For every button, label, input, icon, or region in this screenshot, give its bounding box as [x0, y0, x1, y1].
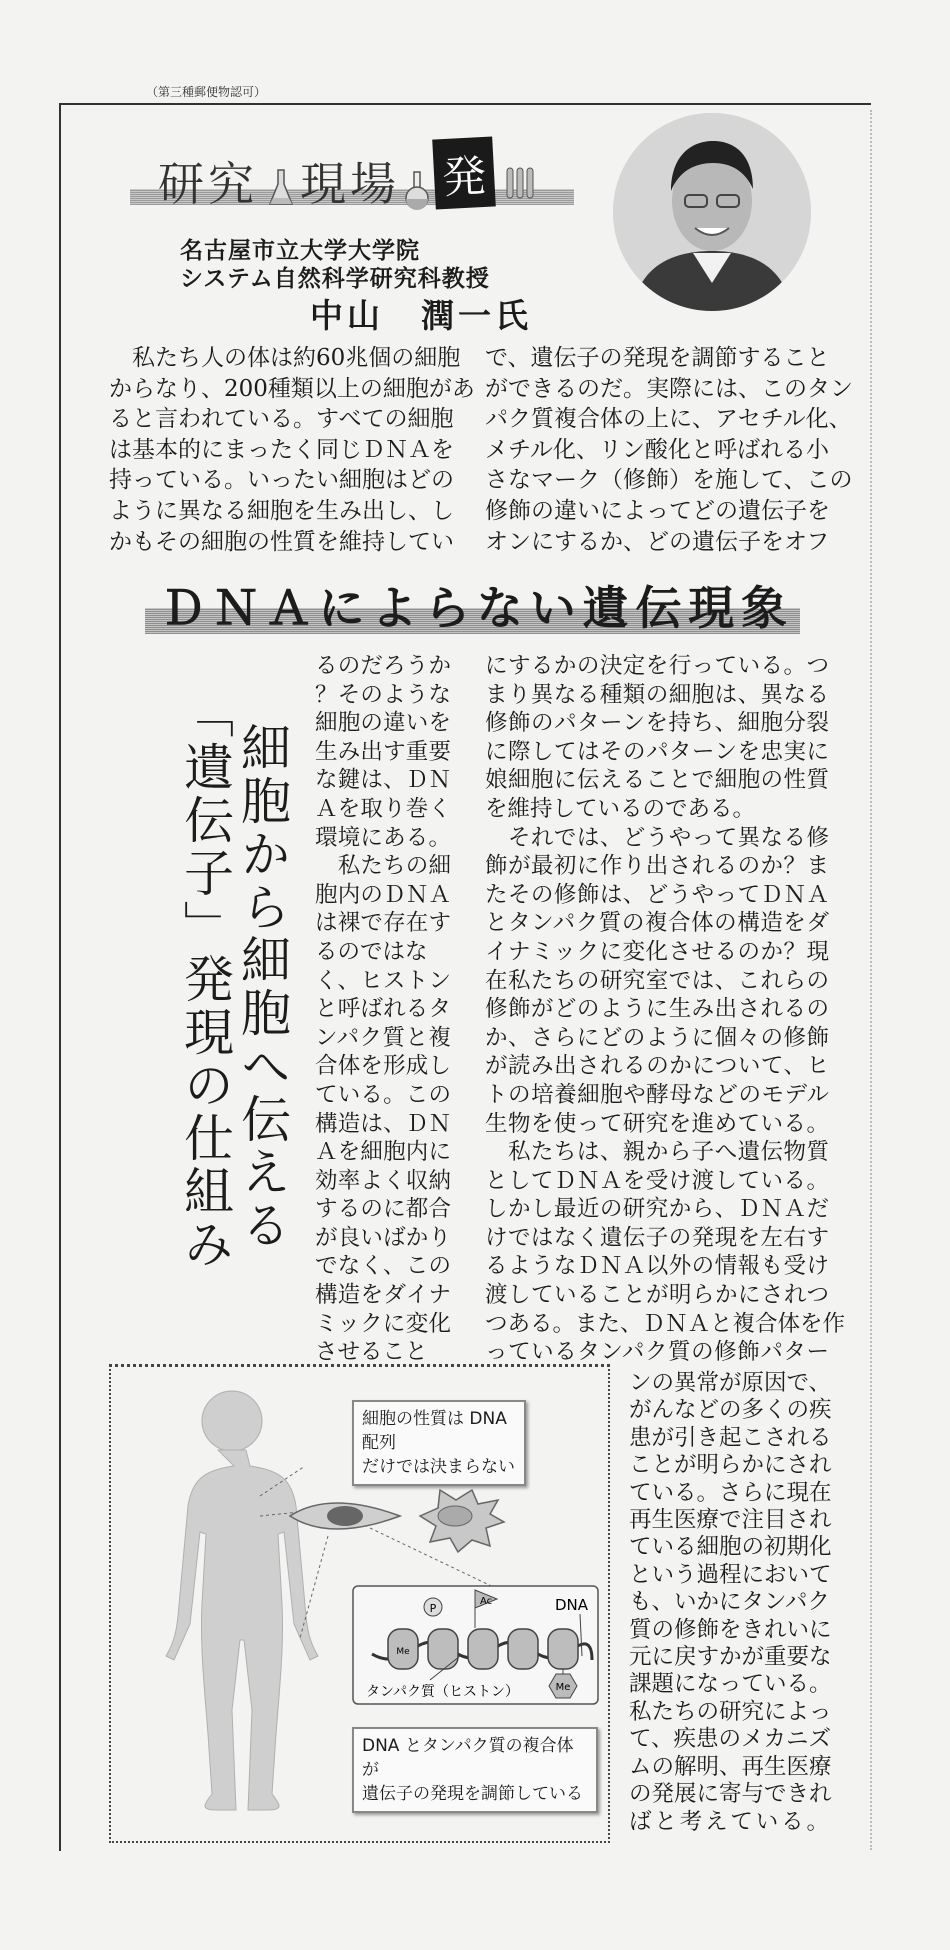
- text-line: が読み出されるのかについて、ヒ: [485, 1053, 829, 1080]
- text-line: は裸で存在す: [315, 910, 451, 937]
- title-research: 研究: [158, 157, 258, 211]
- text-line: つある。また、ＤＮＡと複合体を作: [485, 1310, 846, 1337]
- text-line: で、遺伝子の発現を調節すること: [485, 345, 830, 371]
- text-line: 環境にある。: [315, 824, 451, 851]
- text-line: がんなどの多くの疾: [629, 1397, 832, 1424]
- text-line: 修飾のパターンを持ち、細胞分裂: [485, 710, 829, 737]
- text-line: 再生医療で注目され: [629, 1507, 832, 1534]
- text-line: それでは、どうやって異なる修: [485, 824, 829, 851]
- text-line: たその修飾は、どうやってＤＮＡ: [485, 881, 829, 908]
- text-line: 渡していることが明らかにされつ: [485, 1282, 829, 1309]
- title-from-badge: 発: [432, 136, 496, 209]
- text-line: ている。さらに現在: [629, 1479, 832, 1506]
- right-edge: [870, 110, 872, 1850]
- text-line: けではなく遺伝子の発現を左右す: [485, 1224, 829, 1251]
- text-line: 合体を形成し: [315, 1053, 451, 1080]
- text-line: か、さらにどのように個々の修飾: [485, 1024, 829, 1051]
- text-line: 課題になっている。: [629, 1671, 832, 1698]
- text-line: く、ヒストン: [315, 967, 451, 994]
- text-line: メチル化、リン酸化と呼ばれる小: [485, 436, 829, 463]
- title-field: 現場: [300, 157, 400, 211]
- text-line: ができるのだ。実際には、このタン: [485, 375, 853, 402]
- text-line: ばと考えている。: [629, 1808, 829, 1835]
- text-line: ている。この: [315, 1081, 451, 1108]
- acetyl-label: Ac: [480, 1596, 493, 1607]
- text-line: ように異なる細胞を生み出し、し: [109, 497, 454, 524]
- text-line: 在私たちの研究室では、これらの: [485, 967, 829, 994]
- text-line: 質の修飾をきれいに: [629, 1616, 832, 1643]
- caption-top-line: 細胞の性質は DNA 配列: [362, 1409, 507, 1453]
- text-line: な鍵は、ＤＮ: [315, 767, 451, 794]
- text-line: からなり、200種類以上の細胞があ: [109, 375, 475, 402]
- text-line: ンパク質と複: [315, 1024, 451, 1051]
- text-line: Ａを取り巻く: [315, 795, 451, 822]
- text-line: 構造をダイナ: [315, 1282, 451, 1309]
- text-line: とタンパク質の複合体の構造をダ: [485, 910, 829, 937]
- methyl-label: Me: [555, 1682, 571, 1693]
- text-line: が良いばかり: [315, 1224, 451, 1251]
- text-line: 娘細胞に伝えることで細胞の性質: [485, 767, 829, 794]
- text-line: 細胞の違いを: [315, 710, 451, 737]
- cell-star: [420, 1490, 504, 1552]
- caption-top-line: だけでは決まらない: [362, 1457, 515, 1477]
- postal-permit-note: （第三種郵便物認可）: [146, 85, 267, 99]
- text-line: っているタンパク質の修飾パター: [485, 1339, 829, 1366]
- text-line: するのに都合: [315, 1196, 451, 1223]
- text-line: パク質複合体の上に、アセチル化、: [485, 406, 852, 433]
- text-line: に際してはそのパターンを忠実に: [485, 738, 829, 765]
- human-body-silhouette: [166, 1391, 318, 1810]
- text-line: を維持しているのである。: [485, 795, 756, 822]
- text-line: しかし最近の研究から、ＤＮＡだ: [485, 1196, 829, 1223]
- caption-top: [352, 1400, 526, 1486]
- text-line: ？そのような: [315, 681, 451, 708]
- text-line: は基本的にまったく同じＤＮＡを: [109, 436, 454, 463]
- author-name: 中山 潤一氏: [310, 296, 532, 335]
- round-flask-icon: [402, 170, 432, 210]
- flask-icon: [268, 168, 294, 208]
- text-line: としてＤＮＡを受け渡している。: [485, 1167, 829, 1194]
- cell-elongated: [290, 1503, 400, 1529]
- caption-bottom-line: 遺伝子の発現を調節している: [362, 1784, 583, 1804]
- author-affiliation-line2: システム自然科学研究科教授: [180, 266, 490, 292]
- text-line: さなマーク（修飾）を施して、この: [485, 467, 853, 494]
- text-line: 効率よく収納: [315, 1167, 451, 1194]
- body-wide-column: [485, 652, 846, 1367]
- text-line: の発展に寄与できれ: [629, 1781, 832, 1808]
- text-line: も、いかにタンパク: [629, 1589, 830, 1616]
- test-tubes-icon: [505, 166, 535, 200]
- text-line: イナミックに変化させるのか？現: [485, 938, 829, 965]
- text-line: 生物を使って研究を進めている。: [485, 1110, 829, 1137]
- intro-column-1: [109, 343, 475, 557]
- text-line: 患が引き起こされる: [629, 1424, 832, 1451]
- text-line: るのではな: [315, 938, 428, 965]
- author-affiliation-line1: 名古屋市立大学大学院: [180, 238, 420, 264]
- text-line: 私たちは、親から子へ遺伝物質: [485, 1139, 829, 1166]
- text-line: 胞内のＤＮＡ: [315, 881, 451, 908]
- text-line: トの培養細胞や酵母などのモデル: [485, 1081, 829, 1108]
- methyl-label-2: Me: [396, 1647, 410, 1657]
- intro-column-2: [485, 343, 853, 557]
- text-line: と呼ばれるタ: [315, 996, 451, 1023]
- text-line: という過程において: [629, 1561, 832, 1588]
- headline: ＤＮＡによらない遺伝現象: [160, 581, 790, 635]
- text-line: ミックに変化: [315, 1310, 451, 1337]
- dna-label: DNA: [555, 1596, 589, 1614]
- text-line: でなく、この: [315, 1253, 451, 1280]
- text-line: 私たちの細: [315, 853, 451, 880]
- text-line: 飾が最初に作り出されるのか？ま: [485, 853, 829, 880]
- text-line: まり異なる種類の細胞は、異なる: [485, 681, 829, 708]
- text-line: 元に戻すかが重要な: [629, 1644, 832, 1671]
- text-line: 構造は、ＤＮ: [315, 1110, 451, 1137]
- histone-label: タンパク質（ヒストン）: [366, 1684, 520, 1700]
- text-line: ると言われている。すべての細胞: [109, 406, 454, 433]
- text-line: 私たちの研究によっ: [629, 1698, 832, 1725]
- text-line: かもその細胞の性質を維持してい: [109, 528, 454, 555]
- text-line: ムの解明、再生医療: [629, 1753, 832, 1780]
- text-line: 修飾の違いによってどの遺伝子を: [485, 497, 830, 524]
- text-line: るのだろうか: [315, 653, 451, 679]
- text-line: 私たち人の体は約60兆個の細胞: [109, 345, 461, 371]
- body-narrow-column: [315, 652, 451, 1367]
- text-line: ことが明らかにされ: [629, 1452, 832, 1479]
- caption-bottom: [352, 1727, 598, 1813]
- top-rule: [59, 103, 871, 105]
- text-line: 生み出す重要: [315, 738, 451, 765]
- text-line: て、疾患のメカニズ: [629, 1726, 832, 1753]
- text-line: Ａを細胞内に: [315, 1139, 451, 1166]
- left-rule: [59, 103, 61, 1851]
- text-line: 修飾がどのように生み出されるの: [485, 996, 829, 1023]
- text-line: るようなＤＮＡ以外の情報も受け: [485, 1253, 829, 1280]
- nucleosomes: [388, 1629, 578, 1669]
- text-line: にするかの決定を行っている。つ: [485, 653, 829, 679]
- caption-bottom-line: DNA とタンパク質の複合体が: [362, 1736, 574, 1780]
- body-right-column: [629, 1370, 832, 1836]
- phospho-label: P: [429, 1602, 437, 1615]
- text-line: ている細胞の初期化: [629, 1534, 832, 1561]
- author-photo: [613, 113, 811, 311]
- subtitle-line1: 細胞から細胞へ伝える: [233, 722, 291, 1252]
- text-line: ンの異常が原因で、: [629, 1370, 832, 1396]
- text-line: させること: [315, 1339, 428, 1366]
- text-line: オンにするか、どの遺伝子をオフ: [485, 528, 830, 555]
- text-line: 持っている。いったい細胞はどの: [109, 467, 454, 494]
- subtitle-line2: 「遺伝子」発現の仕組み: [176, 688, 234, 1271]
